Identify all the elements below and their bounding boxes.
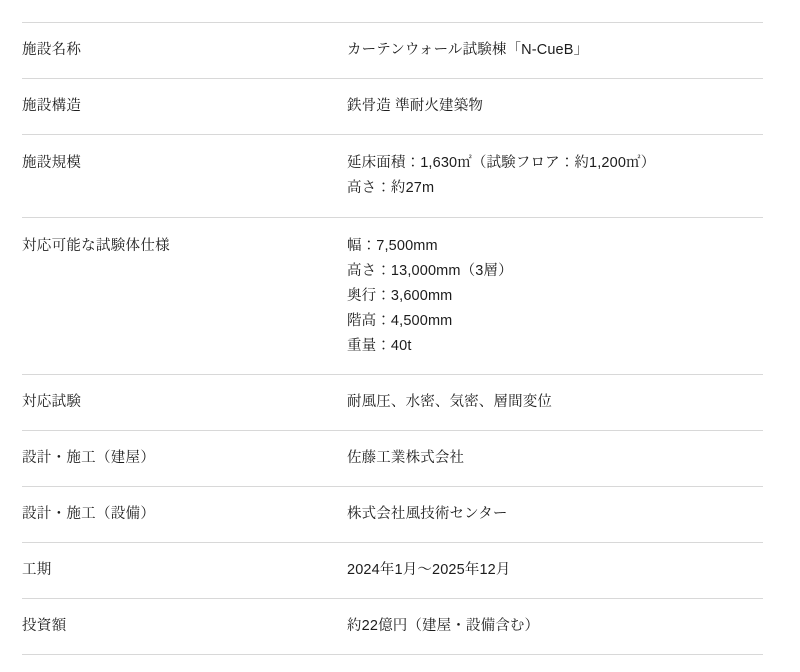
spec-value [347,487,763,543]
spec-label: 施設規模 [22,154,82,171]
spec-value [347,431,763,487]
value-line: 約22億円（建屋・設備含む） [347,618,540,635]
value-line: 2024年1月〜2025年12月 [347,562,511,579]
value-line: 鉄骨造 準耐火建築物 [347,97,483,114]
table-row [22,23,763,79]
spec-label: 設計・施工（設備） [22,506,156,523]
spec-value [347,543,763,599]
spec-label: 設計・施工（建屋） [22,450,156,467]
value-line: 高さ：13,000mm（3層） [347,262,513,279]
value-line: 延床面積：1,630㎡（試験フロア：約1,200㎡） [347,154,656,171]
value-line: 株式会社風技術センター [347,506,508,523]
facility-spec-table [22,22,763,655]
table-row [22,487,763,543]
table-row [22,599,763,655]
value-line: 耐風圧、水密、気密、層間変位 [347,394,553,411]
spec-label: 施設名称 [22,42,82,58]
table-row [22,78,763,134]
spec-value [347,134,763,217]
value-line: 佐藤工業株式会社 [347,450,465,467]
spec-label: 施設構造 [22,97,82,114]
spec-value [347,599,763,655]
spec-label: 投資額 [22,618,67,635]
value-line: 階高：4,500mm [347,312,453,329]
spec-value [347,78,763,134]
table-row [22,134,763,217]
table-row [22,543,763,599]
spec-value [347,23,763,79]
table-row [22,375,763,431]
spec-value [347,375,763,431]
value-line: 幅：7,500mm [347,237,438,254]
value-line: 高さ：約27m [347,179,435,196]
spec-label: 対応試験 [22,394,82,411]
value-line: 重量：40t [347,337,412,354]
spec-table-body [22,23,763,655]
spec-label: 対応可能な試験体仕様 [22,237,170,254]
value-line: カーテンウォール試験棟「N-CueB」 [347,42,589,58]
spec-value [347,217,763,375]
value-line: 奥行：3,600mm [347,287,453,304]
table-row [22,217,763,375]
spec-label: 工期 [22,562,52,579]
table-row [22,431,763,487]
